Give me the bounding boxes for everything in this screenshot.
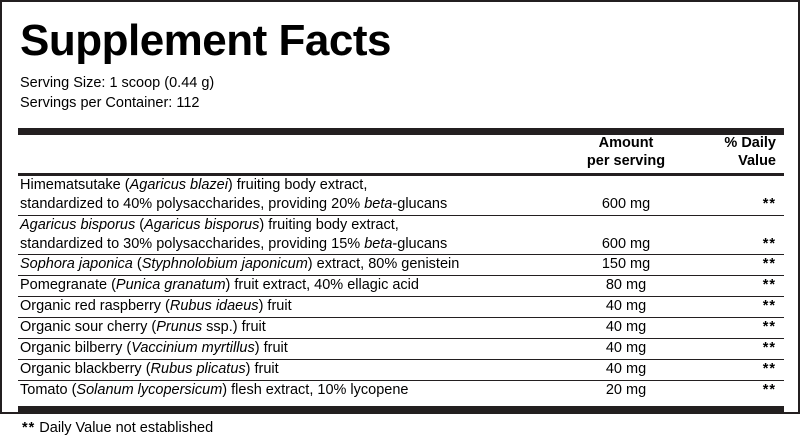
- ingredient-daily-value: **: [762, 256, 776, 273]
- ingredient-amount: 40 mg: [605, 360, 647, 377]
- table-row: [18, 318, 784, 337]
- footnote: [22, 420, 782, 436]
- ingredient-rows: [18, 175, 784, 400]
- table-body: [18, 121, 784, 174]
- ingredient-amount: 150 mg: [601, 256, 651, 273]
- panel-inner: [2, 2, 798, 436]
- footnote-text: Daily Value not established: [39, 420, 214, 436]
- table-header-row: [18, 132, 784, 170]
- ingredient-amount: 40 mg: [605, 298, 647, 315]
- ingredient-daily-value: **: [762, 360, 776, 377]
- ingredient-name: Organic sour cherry (Prunus ssp.) fruit: [20, 319, 266, 335]
- ingredient-amount: 600 mg: [601, 235, 651, 252]
- ingredient-daily-value: **: [762, 277, 776, 294]
- ingredient-name: Organic bilberry (Vaccinium myrtillus) fruit: [20, 339, 288, 356]
- ingredient-amount: 40 mg: [605, 319, 647, 335]
- ingredient-name: Agaricus bisporus (Agaricus bisporus) fruiting body extract, standardized to 30% polysaccharides, providing 15% beta-glucans: [20, 216, 448, 252]
- table-row: [18, 175, 784, 214]
- rule-top-thick: [18, 121, 784, 132]
- header-dv-line1: % Daily: [724, 135, 776, 152]
- ingredient-name: Sophora japonica (Styphnolobium japonicum) extract, 80% genistein: [20, 256, 460, 273]
- servings-per-container-text: Servings per Container: 112: [20, 94, 200, 111]
- header-amount: [566, 132, 704, 170]
- header-amount-line1: Amount: [598, 135, 654, 152]
- ingredient-name: Organic red raspberry (Rubus idaeus) fruit: [20, 298, 292, 315]
- ingredient-daily-value: **: [762, 381, 776, 398]
- table-row: [18, 338, 784, 357]
- page-title: Supplement Facts: [20, 16, 391, 65]
- serving-size-text: Serving Size: 1 scoop (0.44 g): [20, 75, 215, 92]
- header-amount-line2: per serving: [586, 152, 666, 169]
- table-row: [18, 276, 784, 295]
- ingredient-amount: 80 mg: [605, 277, 647, 294]
- ingredient-daily-value: **: [762, 339, 776, 356]
- table-row: [18, 255, 784, 274]
- ingredient-daily-value: **: [762, 195, 776, 212]
- rule-bottom-thick: [18, 399, 784, 410]
- ingredient-daily-value: **: [762, 235, 776, 252]
- ingredient-daily-value: **: [762, 319, 776, 335]
- table-row: [18, 215, 784, 253]
- header-name: [18, 132, 566, 170]
- table-row: [18, 297, 784, 316]
- nutrition-table: [18, 121, 784, 413]
- header-dv-line2: Value: [738, 152, 776, 169]
- ingredient-amount: 600 mg: [601, 195, 651, 212]
- table-row: [18, 359, 784, 378]
- ingredient-name: Tomato (Solanum lycopersicum) flesh extract, 10% lycopene: [20, 381, 409, 398]
- ingredient-name: Himematsutake (Agaricus blazei) fruiting body extract, standardized to 40% polysaccharides, providing 20% beta-glucans: [20, 177, 448, 212]
- ingredient-amount: 20 mg: [605, 381, 647, 398]
- footnote-marker: **: [22, 420, 36, 436]
- ingredient-name: Pomegranate (Punica granatum) fruit extract, 40% ellagic acid: [20, 277, 419, 294]
- ingredient-daily-value: **: [762, 298, 776, 315]
- table-row: [18, 380, 784, 399]
- table-footer-rules: [18, 399, 784, 410]
- ingredient-amount: 40 mg: [605, 339, 647, 356]
- header-daily-value: [704, 132, 784, 170]
- ingredient-name: Organic blackberry (Rubus plicatus) fruit: [20, 360, 279, 377]
